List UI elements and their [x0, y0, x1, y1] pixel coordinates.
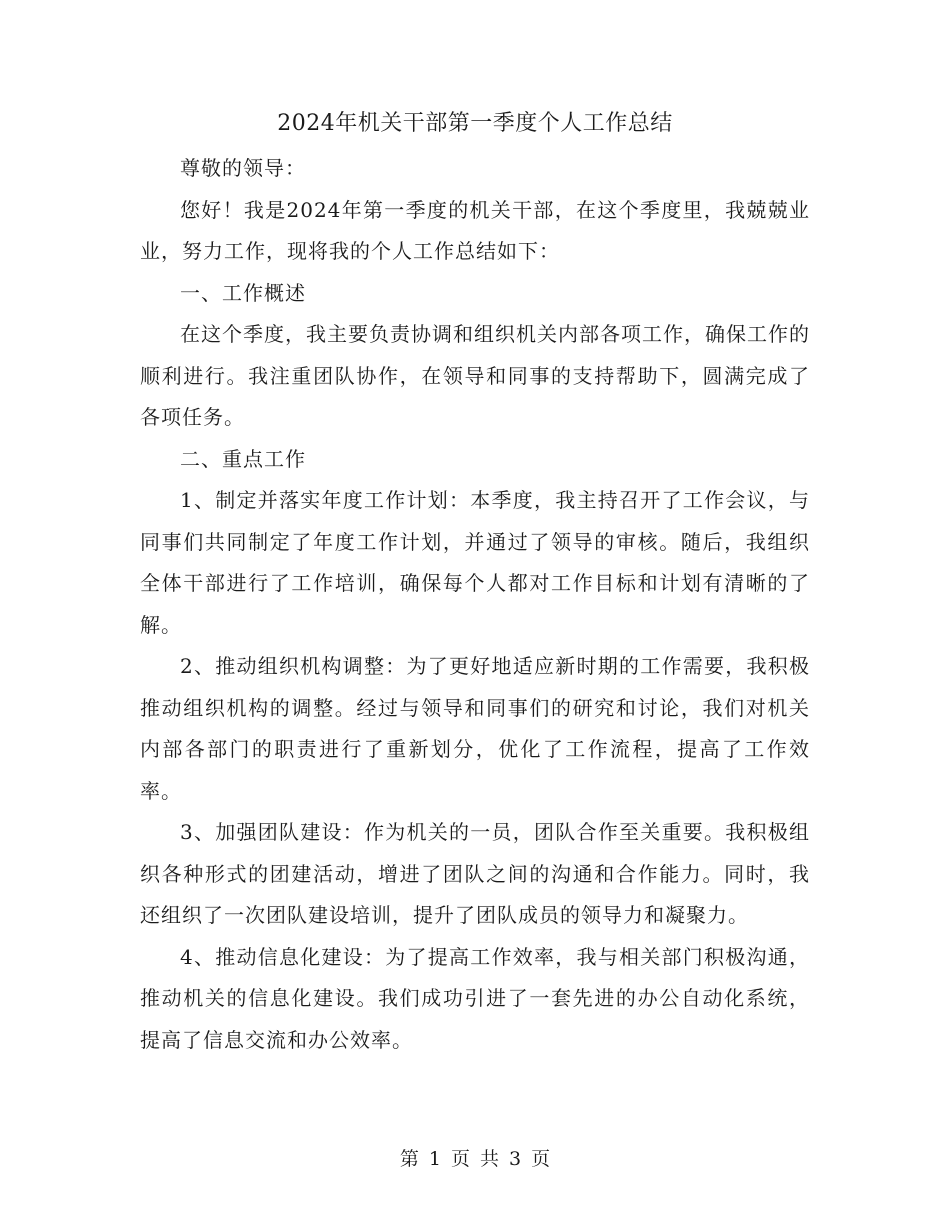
overview-paragraph: 在这个季度，我主要负责协调和组织机关内部各项工作，确保工作的顺利进行。我注重团队协作，在领导和同事的支持帮助下，圆满完成了各项任务。 [140, 322, 810, 429]
key-work-item-2: 2、推动组织机构调整：为了更好地适应新时期的工作需要，我积极推动组织机构的调整。经过与领导和同事们的研究和讨论，我们对机关内部各部门的职责进行了重新划分，优化了工作流程，提高了工作效率。 [140, 654, 810, 803]
key-work-item-3: 3、加强团队建设：作为机关的一员，团队合作至关重要。我积极组织各种形式的团建活动，增进了团队之间的沟通和合作能力。同时，我还组织了一次团队建设培训，提升了团队成员的领导力和凝聚力。 [140, 820, 810, 927]
section-heading-overview: 一、工作概述 [180, 280, 306, 305]
salutation: 尊敬的领导： [180, 156, 306, 180]
page-number-footer: 第 1 页 共 3 页 [399, 1148, 551, 1170]
document-title: 2024年机关干部第一季度个人工作总结 [277, 111, 673, 136]
greeting-paragraph: 您好！我是2024年第一季度的机关干部，在这个季度里，我兢兢业业，努力工作，现将我的个人工作总结如下： [140, 197, 810, 263]
section-heading-key-work: 二、重点工作 [180, 446, 306, 471]
document-body [140, 148, 810, 1061]
key-work-item-4: 4、推动信息化建设：为了提高工作效率，我与相关部门积极沟通，推动机关的信息化建设。我们成功引进了一套先进的办公自动化系统，提高了信息交流和办公效率。 [140, 944, 810, 1052]
key-work-item-1: 1、制定并落实年度工作计划：本季度，我主持召开了工作会议，与同事们共同制定了年度工作计划，并通过了领导的审核。随后，我组织全体干部进行了工作培训，确保每个人都对工作目标和计划有清晰的了解。 [140, 488, 810, 637]
